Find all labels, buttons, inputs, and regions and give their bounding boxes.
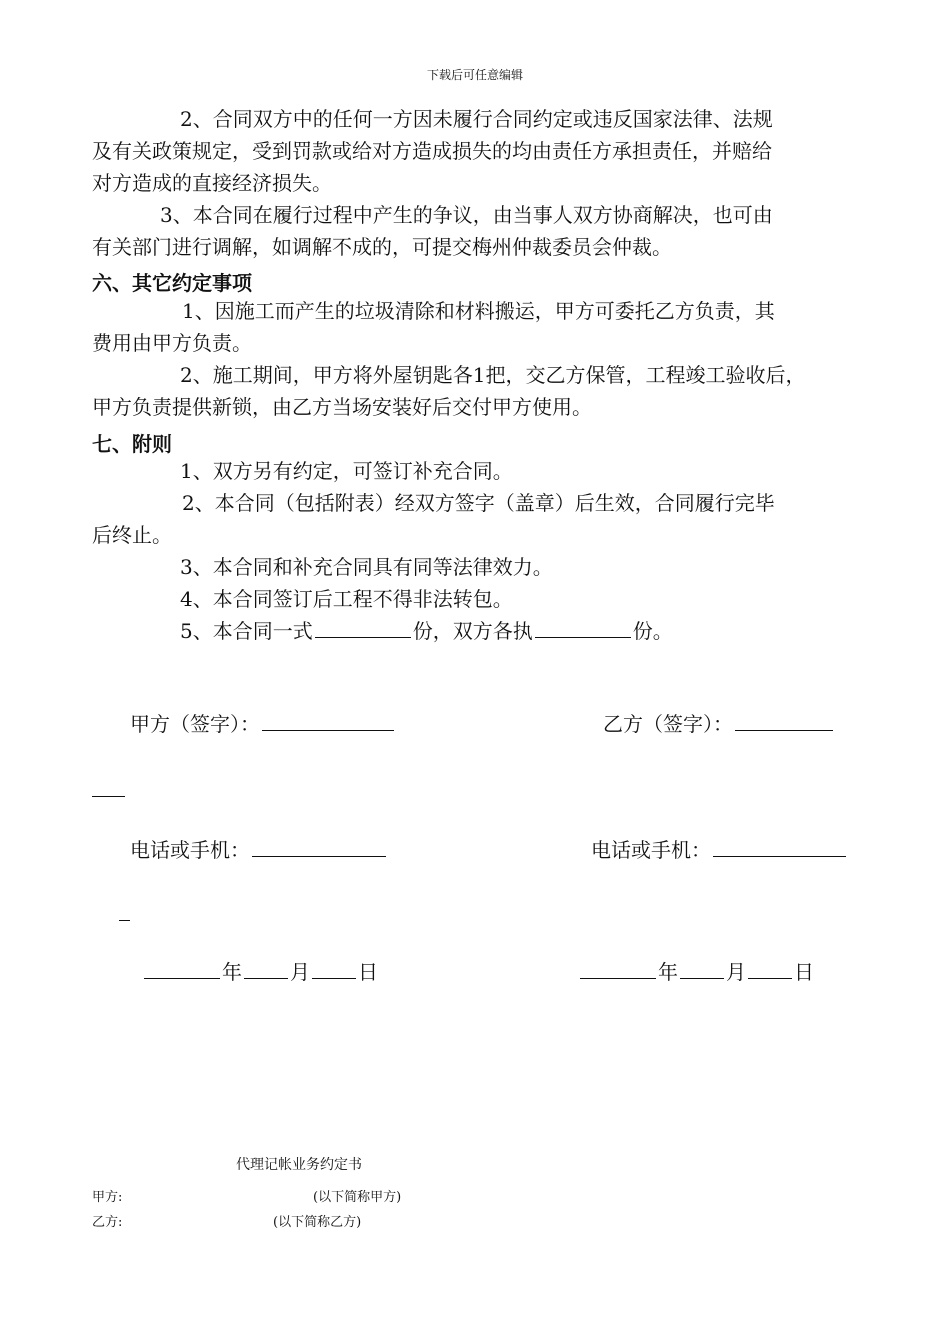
section6-title: 六、其它约定事项	[92, 271, 252, 295]
party-a-day-blank[interactable]	[312, 958, 356, 979]
party-b-phone-blank[interactable]	[713, 836, 846, 857]
party-a-sign-blank[interactable]	[262, 710, 394, 731]
wrapped-underline	[92, 796, 125, 797]
party-a-sign-label: 甲方（签字）：	[130, 712, 260, 736]
copies-total-blank[interactable]	[315, 617, 411, 638]
party-b-date	[578, 957, 814, 988]
party-a-phone	[130, 835, 388, 866]
next-doc-party-b-label: 乙方:	[92, 1215, 123, 1230]
section7-item5	[180, 616, 673, 647]
section6-item2-line1: 2、施工期间，甲方将外屋钥匙各1把，交乙方保管，工程竣工验收后，	[180, 363, 806, 387]
month-label: 月	[290, 960, 310, 984]
party-b-month-blank[interactable]	[680, 958, 724, 979]
wrapped-underline-2	[119, 920, 130, 921]
party-b-sign-blank[interactable]	[735, 710, 833, 731]
section6-item2-line2: 甲方负责提供新锁，由乙方当场安装好后交付甲方使用。	[92, 395, 592, 419]
day-label: 日	[794, 960, 814, 984]
next-doc-title: 代理记帐业务约定书	[236, 1157, 362, 1173]
party-a-year-blank[interactable]	[144, 958, 220, 979]
next-doc-party-b-note: (以下简称乙方)	[273, 1215, 362, 1230]
section7-item2-line1: 2、本合同（包括附表）经双方签字（盖章）后生效，合同履行完毕	[182, 491, 775, 515]
party-a-phone-label: 电话或手机：	[130, 838, 250, 862]
section7-item1: 1、双方另有约定，可签订补充合同。	[180, 459, 513, 483]
party-b-phone	[591, 835, 848, 866]
next-doc-party-a-label: 甲方:	[92, 1190, 123, 1205]
section7-title: 七、附则	[92, 432, 172, 456]
item5-text-b: 份，双方各执	[412, 619, 533, 643]
clause5-item3-line1: 3、本合同在履行过程中产生的争议，由当事人双方协商解决，也可由	[160, 203, 773, 227]
party-b-signature	[603, 709, 835, 740]
party-b-day-blank[interactable]	[748, 958, 792, 979]
item5-text-a: 5、本合同一式	[180, 619, 313, 643]
clause5-item2-line3: 对方造成的直接经济损失。	[92, 171, 332, 195]
day-label: 日	[358, 960, 378, 984]
item5-text-c: 份。	[632, 619, 673, 643]
clause5-item2-line2: 及有关政策规定，受到罚款或给对方造成损失的均由责任方承担责任，并赔给	[92, 139, 772, 163]
party-a-month-blank[interactable]	[244, 958, 288, 979]
year-label: 年	[222, 960, 242, 984]
party-b-sign-label: 乙方（签字）：	[603, 712, 733, 736]
page-header: 下载后可任意编辑	[426, 68, 523, 82]
clause5-item3-line2: 有关部门进行调解，如调解不成的，可提交梅州仲裁委员会仲裁。	[92, 235, 672, 259]
clause5-item2-line1: 2、合同双方中的任何一方因未履行合同约定或违反国家法律、法规	[180, 107, 773, 131]
section7-item2-line2: 后终止。	[92, 523, 172, 547]
section6-item1-line1: 1、因施工而产生的垃圾清除和材料搬运，甲方可委托乙方负责，其	[182, 299, 775, 323]
party-a-date	[142, 957, 378, 988]
party-b-year-blank[interactable]	[580, 958, 656, 979]
section6-item1-line2: 费用由甲方负责。	[92, 331, 252, 355]
section7-item3: 3、本合同和补充合同具有同等法律效力。	[180, 555, 553, 579]
section7-item4: 4、本合同签订后工程不得非法转包。	[180, 587, 513, 611]
next-doc-party-a-note: (以下简称甲方)	[313, 1190, 402, 1205]
copies-each-blank[interactable]	[535, 617, 631, 638]
party-a-phone-blank[interactable]	[252, 836, 386, 857]
month-label: 月	[726, 960, 746, 984]
year-label: 年	[658, 960, 678, 984]
party-b-phone-label: 电话或手机：	[591, 838, 711, 862]
party-a-signature	[130, 709, 396, 740]
